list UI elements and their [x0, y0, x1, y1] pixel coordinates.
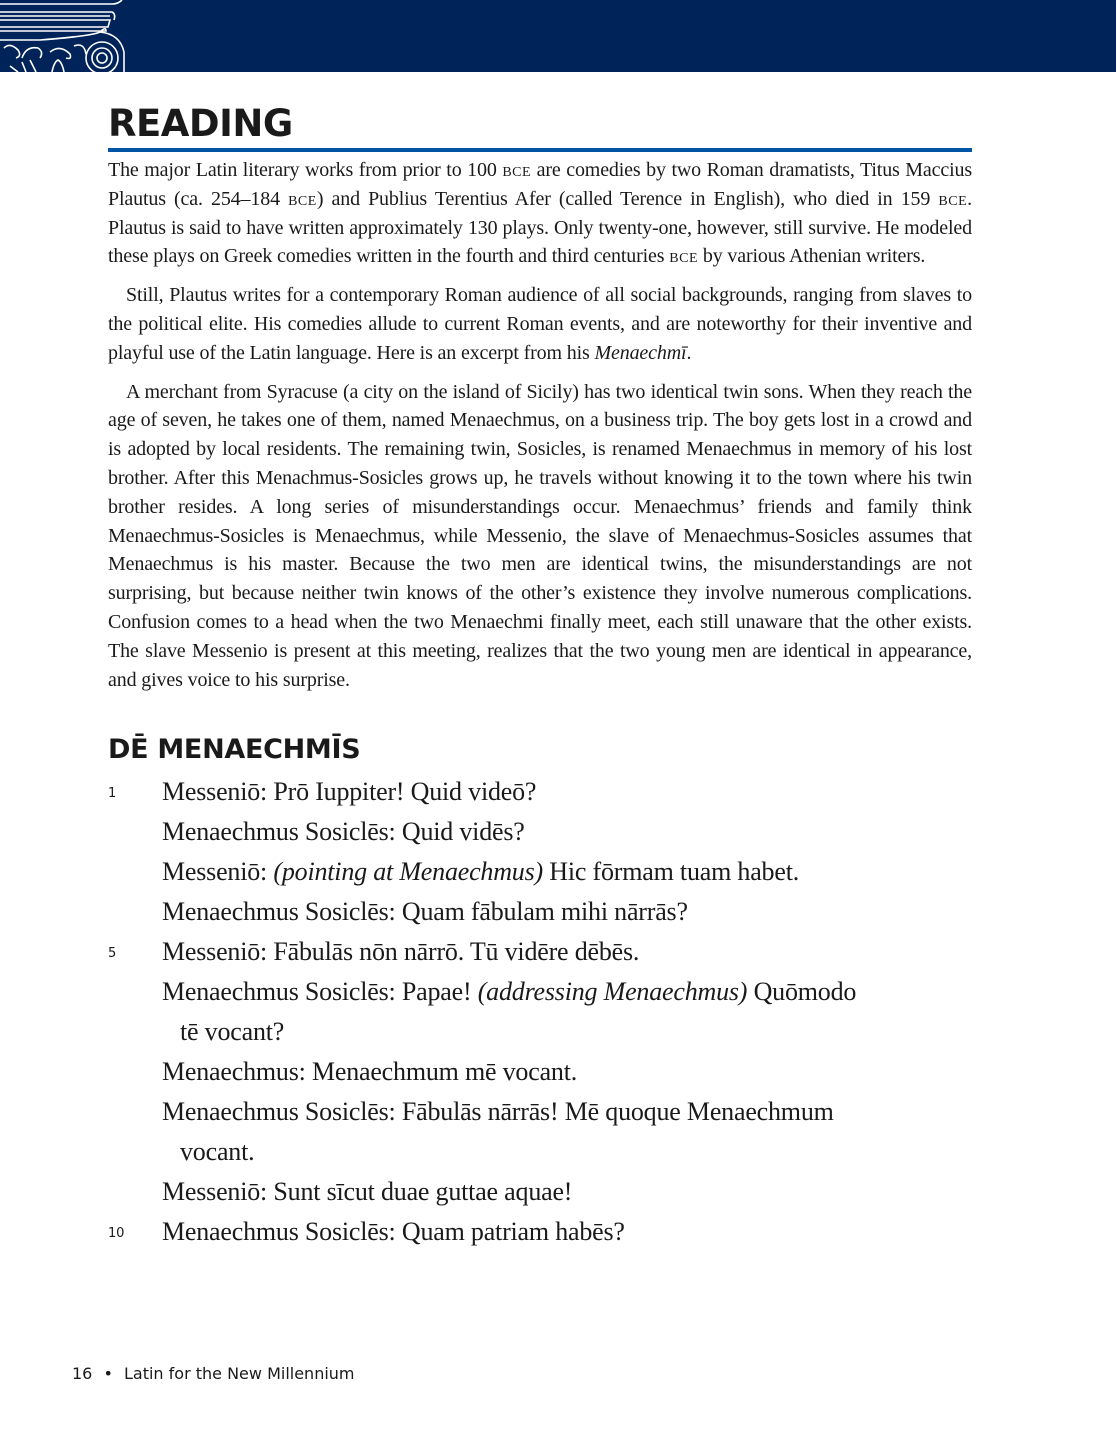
text-run: Hic fōrmam tuam habet.	[542, 857, 800, 887]
text-run: Menaechmus Sosiclēs: Quid vidēs?	[162, 817, 525, 847]
text-run: are comedies by two Roman dramatists, Titus Maccius Plautus (ca. 254–184	[108, 159, 972, 210]
text-run: Quōmodo	[747, 977, 857, 1007]
passage-line	[108, 1052, 972, 1092]
italic-text: (addressing Menaechmus)	[477, 977, 748, 1007]
intro-paragraph	[108, 281, 972, 367]
text-run: Menaechmus Sosiclēs: Fābulās nārrās! Mē quoque Menaechmum	[162, 1097, 834, 1127]
text-run: Menaechmus Sosiclēs: Quam fābulam mihi nārrās?	[162, 897, 688, 927]
passage-line	[108, 812, 972, 852]
text-run: .	[686, 341, 692, 364]
text-run: ) and Publius Terentius Afer (called Terence in English), who died in 159	[316, 187, 939, 210]
italic-text: Menaechmī	[594, 341, 687, 364]
text-run: Menaechmus Sosiclēs: Papae!	[162, 977, 478, 1007]
text-run: Messeniō: Prō Iuppiter! Quid videō?	[162, 777, 537, 807]
passage-line	[108, 1212, 972, 1252]
passage-line	[108, 772, 972, 812]
intro-text	[108, 156, 972, 694]
small-caps-text: bce	[288, 187, 317, 210]
text-run: Menaechmus: Menaechmum mē vocant.	[162, 1057, 578, 1087]
intro-paragraph	[108, 378, 972, 695]
small-caps-text: bce	[938, 187, 968, 210]
latin-passage	[108, 772, 972, 1252]
passage-line	[108, 892, 972, 932]
header-band	[0, 0, 1116, 72]
text-run: Still, Plautus writes for a contemporary Roman audience of all social backgrounds, ranging from slaves to the political elite. His comedies allude to current Roman events, and are noteworthy for their inventive and playful use of the Latin language. Here is an excerpt from his	[108, 284, 972, 364]
page-content	[108, 100, 972, 1252]
italic-text: (pointing at Menaechmus)	[273, 857, 543, 887]
text-run: Messeniō: Fābulās nōn nārrō. Tū vidēre dēbēs.	[162, 937, 640, 967]
passage-line	[108, 972, 972, 1052]
ionic-capital-icon	[0, 0, 130, 72]
line-number: 10	[108, 1226, 125, 1242]
line-number: 5	[108, 946, 117, 962]
reading-heading: READING	[108, 102, 293, 145]
small-caps-text: bce	[502, 159, 532, 181]
passage-line	[108, 1172, 972, 1212]
passage-line	[108, 852, 972, 892]
intro-paragraph	[108, 156, 972, 271]
text-run: The major Latin literary works from prior to 100	[108, 159, 503, 181]
text-run: Menaechmus Sosiclēs: Quam patriam habēs?	[162, 1217, 625, 1247]
page-footer	[72, 1364, 355, 1383]
text-run: Messeniō:	[162, 857, 274, 887]
passage-line	[108, 932, 972, 972]
text-run: A merchant from Syracuse (a city on the island of Sicily) has two identical twin sons. When they reach the age of seven, he takes one of them, named Menaechmus, on a business trip. The boy gets lost in a crowd and is adopted by local residents. The remaining twin, Sosicles, is renamed Menaechmus in memory of his lost brother. After this Menachmus-Sosicles grows up, he travels without knowing it to the town where his twin brother resides. A long series of misunderstandings occur. Menaechmus’ friends and family think Menaechmus-Sosicles is Menaechmus, while Messenio, the slave of Menaechmus-Sosicles assumes that Menaechmus is his master. Because the two men are identical twins, the misunderstandings are not surprising, but because neither twin knows of the other’s existence they involve numerous complications. Confusion comes to a head when the two Menaechmi finally meet, each still unaware that the other exists. The slave Messenio is present at this meeting, realizes that the two young men are identical in appearance, and gives voice to his surprise.	[108, 380, 972, 691]
book-title: Latin for the New Millennium	[123, 1364, 355, 1383]
line-continuation: tē vocant?	[180, 1017, 285, 1047]
passage-heading: DĒ MENAECHMĪS	[108, 734, 361, 766]
small-caps-text: bce	[669, 245, 698, 268]
passage-line	[108, 1092, 972, 1172]
page-number: 16	[72, 1364, 93, 1383]
heading-rule	[108, 148, 972, 152]
line-number: 1	[108, 786, 117, 802]
footer-separator: •	[103, 1364, 113, 1383]
text-run: Messeniō: Sunt sīcut duae guttae aquae!	[162, 1177, 573, 1207]
text-run: . Plautus is said to have written approximately 130 plays. Only twenty-one, however, still survive. He modeled these plays on Greek comedies written in the fourth and third centuries	[108, 187, 972, 268]
line-continuation: vocant.	[180, 1137, 255, 1167]
text-run: by various Athenian writers.	[698, 245, 926, 268]
